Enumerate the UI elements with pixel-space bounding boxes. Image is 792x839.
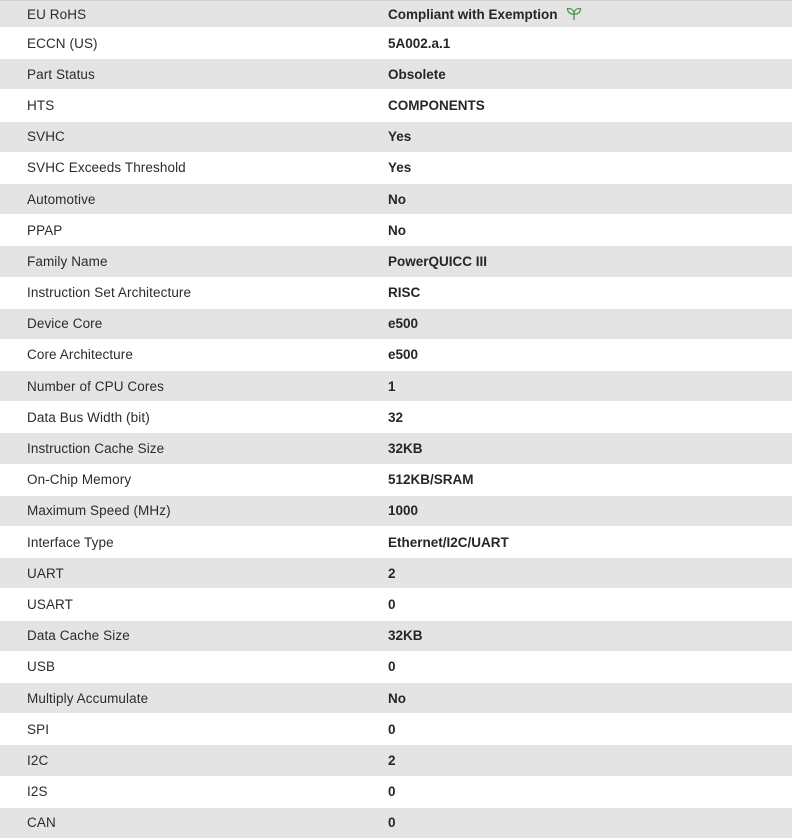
spec-value: 0 (388, 784, 396, 800)
spec-row (0, 122, 792, 153)
spec-row (0, 589, 792, 620)
spec-row (0, 808, 792, 839)
spec-value: 0 (388, 721, 396, 737)
spec-value: e500 (388, 316, 419, 332)
spec-label: Part Status (27, 66, 95, 82)
spec-value: 0 (388, 815, 396, 831)
spec-row (0, 558, 792, 589)
spec-value: 5A002.a.1 (388, 35, 451, 51)
spec-label: Family Name (27, 253, 108, 269)
spec-value: Yes (388, 160, 412, 176)
spec-value: 1 (388, 378, 396, 394)
spec-row (0, 28, 792, 59)
spec-row (0, 309, 792, 340)
spec-value (388, 7, 792, 22)
spec-value-text: Compliant with Exemption (388, 6, 558, 22)
spec-row (0, 340, 792, 371)
spec-label: Multiply Accumulate (27, 690, 149, 706)
spec-row (0, 527, 792, 558)
spec-value: 32 (388, 409, 404, 425)
spec-value: PowerQUICC III (388, 253, 488, 269)
spec-row (0, 153, 792, 184)
spec-row (0, 745, 792, 776)
spec-row (0, 278, 792, 309)
spec-label: Data Cache Size (27, 628, 130, 644)
spec-row (0, 777, 792, 808)
spec-value: 32KB (388, 628, 423, 644)
spec-row (0, 371, 792, 402)
spec-value: e500 (388, 347, 419, 363)
spec-row (0, 246, 792, 277)
spec-row (0, 714, 792, 745)
spec-label: I2S (27, 784, 48, 800)
spec-row (0, 90, 792, 121)
spec-label: HTS (27, 97, 55, 113)
spec-value: 1000 (388, 503, 419, 519)
spec-row (0, 184, 792, 215)
spec-label: I2C (27, 752, 49, 768)
spec-label: Interface Type (27, 534, 114, 550)
spec-label: SVHC Exceeds Threshold (27, 160, 186, 176)
spec-row (0, 621, 792, 652)
spec-label: USB (27, 659, 56, 675)
spec-row (0, 402, 792, 433)
spec-value: 512KB/SRAM (388, 472, 474, 488)
spec-row (0, 433, 792, 464)
spec-row (0, 652, 792, 683)
spec-value: No (388, 222, 406, 238)
spec-row (0, 683, 792, 714)
spec-label: Number of CPU Cores (27, 378, 164, 394)
spec-value: 0 (388, 596, 396, 612)
spec-label: ECCN (US) (27, 35, 98, 51)
spec-value: Obsolete (388, 66, 446, 82)
spec-value: RISC (388, 285, 421, 301)
spec-value: No (388, 690, 406, 706)
spec-row (0, 496, 792, 527)
spec-value: 0 (388, 659, 396, 675)
spec-value: 32KB (388, 441, 423, 457)
spec-label: USART (27, 596, 74, 612)
spec-value: 2 (388, 565, 396, 581)
spec-label: SPI (27, 721, 50, 737)
spec-value: No (388, 191, 406, 207)
spec-label: PPAP (27, 222, 63, 238)
spec-value: Yes (388, 129, 412, 145)
spec-label: Automotive (27, 191, 96, 207)
spec-label: Core Architecture (27, 347, 133, 363)
spec-label: SVHC (27, 129, 65, 145)
spec-label: Device Core (27, 316, 103, 332)
spec-label: On-Chip Memory (27, 472, 132, 488)
spec-label: Instruction Cache Size (27, 441, 165, 457)
spec-label: Maximum Speed (MHz) (27, 503, 171, 519)
leaf-icon (566, 7, 582, 21)
spec-row (0, 465, 792, 496)
spec-row (0, 1, 792, 28)
spec-label: Instruction Set Architecture (27, 285, 192, 301)
spec-label: CAN (27, 815, 56, 831)
spec-label: UART (27, 565, 64, 581)
spec-value: Ethernet/I2C/UART (388, 534, 509, 550)
spec-row (0, 59, 792, 90)
spec-value: COMPONENTS (388, 97, 485, 113)
spec-row (0, 215, 792, 246)
spec-value: 2 (388, 752, 396, 768)
spec-label: EU RoHS (27, 6, 87, 22)
spec-label: Data Bus Width (bit) (27, 409, 150, 425)
